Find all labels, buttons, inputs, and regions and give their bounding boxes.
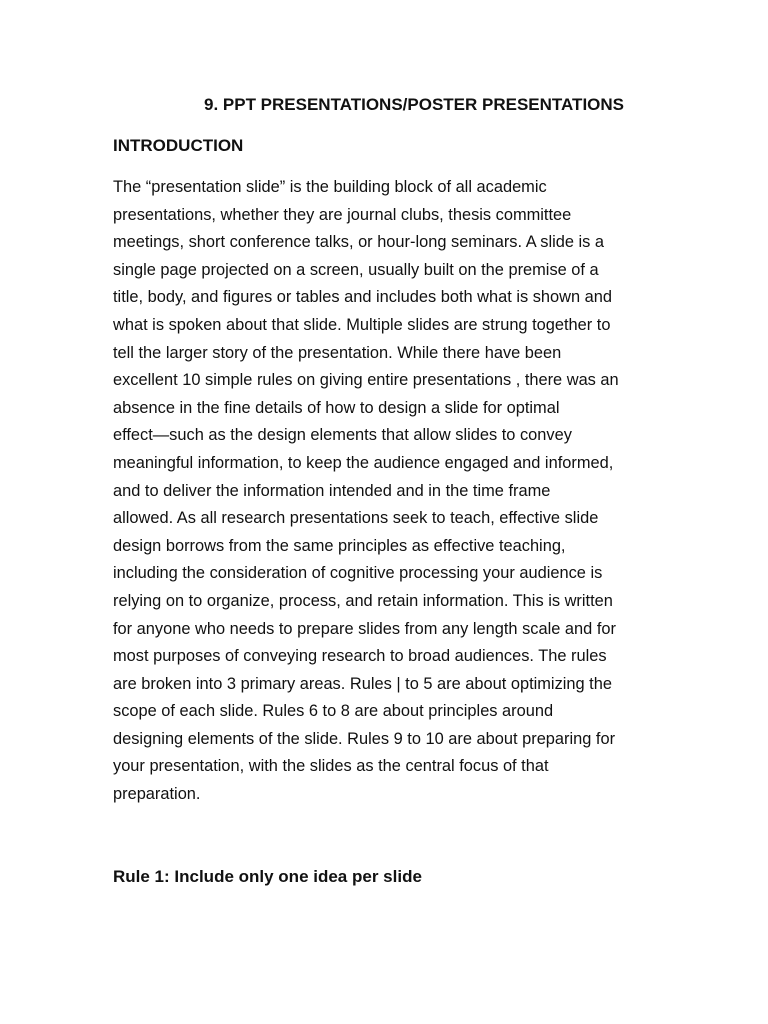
paragraph-line: single page projected on a screen, usually built on the premise of a [113,260,599,279]
paragraph-line: most purposes of conveying research to broad audiences. The rules [113,647,607,666]
paragraph-line: designing elements of the slide. Rules 9 to 10 are about preparing for [113,729,616,748]
paragraph-line: preparation. [113,785,201,804]
paragraph-line: including the consideration of cognitive processing your audience is [113,564,603,583]
paragraph-line: for anyone who needs to prepare slides from any length scale and for [113,619,616,638]
paragraph-line: and to deliver the information intended and in the time frame [113,481,551,500]
document-title: 9. PPT PRESENTATIONS/POSTER PRESENTATIONS [203,95,625,114]
introduction-paragraph [113,174,673,809]
paragraph-line: tell the larger story of the presentation. While there have been [113,343,562,362]
paragraph-line: effect—such as the design elements that allow slides to convey [113,426,572,445]
paragraph-line: meaningful information, to keep the audience engaged and informed, [113,453,614,472]
paragraph-line: are broken into 3 primary areas. Rules | to 5 are about optimizing the [113,674,612,693]
paragraph-line: title, body, and figures or tables and includes both what is shown and [113,288,613,307]
paragraph-line: your presentation, with the slides as the central focus of that [113,757,549,776]
rule-1-heading: Rule 1: Include only one idea per slide [113,867,422,886]
section-heading-introduction: INTRODUCTION [113,136,244,155]
paragraph-line: excellent 10 simple rules on giving entire presentations , there was an [113,371,619,390]
paragraph-line: meetings, short conference talks, or hour-long seminars. A slide is a [113,233,605,252]
paragraph-line: presentations, whether they are journal clubs, thesis committee [113,205,572,224]
paragraph-line: allowed. As all research presentations seek to teach, effective slide [113,509,599,528]
paragraph-line: design borrows from the same principles as effective teaching, [113,536,566,555]
paragraph-line: The “presentation slide” is the building block of all academic [113,178,547,196]
paragraph-line: what is spoken about that slide. Multiple slides are strung together to [113,315,611,334]
paragraph-line: relying on to organize, process, and retain information. This is written [113,591,613,610]
paragraph-line: absence in the fine details of how to design a slide for optimal [113,398,560,417]
paragraph-line: scope of each slide. Rules 6 to 8 are about principles around [113,702,554,721]
